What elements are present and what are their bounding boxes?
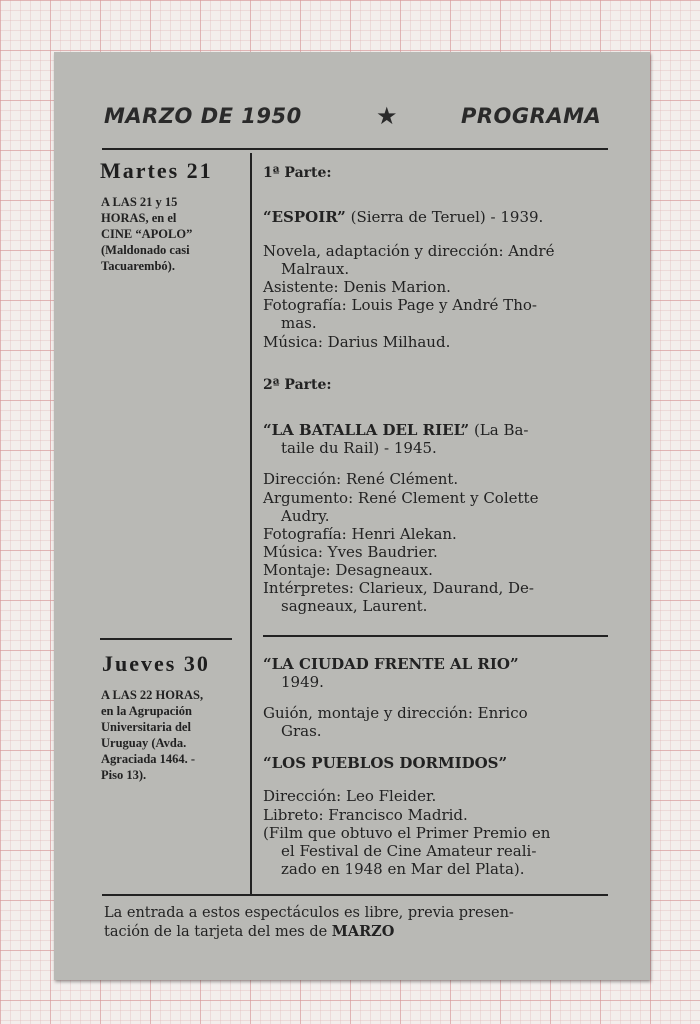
credit-line: Montaje: Desagneaux. bbox=[263, 561, 433, 579]
column-divider bbox=[250, 153, 252, 895]
film-batalla-title-cont: taile du Rail) - 1945. bbox=[281, 439, 437, 457]
header-rule bbox=[102, 148, 608, 150]
film-ciudad-year: 1949. bbox=[281, 673, 324, 691]
session2-info: A LAS 22 HORAS, en la Agrupación Universitaria del Uruguay (Avda. Agraciada 1464. - Piso 13). bbox=[101, 688, 204, 782]
credit-line: Música: Darius Milhaud. bbox=[263, 333, 451, 351]
credit-line: Gras. bbox=[281, 722, 322, 740]
footer-line-2: tación de la tarjeta del mes de MARZO bbox=[104, 923, 395, 940]
credit-line: Fotografía: Henri Alekan. bbox=[263, 525, 457, 543]
credit-line: Asistente: Denis Marion. bbox=[263, 278, 451, 296]
star-icon: ★ bbox=[376, 102, 399, 130]
credit-line: zado en 1948 en Mar del Plata). bbox=[281, 860, 525, 878]
credit-line: Audry. bbox=[281, 507, 330, 525]
credit-line: Música: Yves Baudrier. bbox=[263, 543, 438, 561]
credit-line: Dirección: René Clément. bbox=[263, 470, 459, 488]
header-date: MARZO DE 1950 bbox=[104, 104, 302, 128]
credit-line: sagneaux, Laurent. bbox=[281, 597, 428, 615]
credit-line: Argumento: René Clement y Colette bbox=[263, 489, 539, 507]
film-espoir-title: “ESPOIR” (Sierra de Teruel) - 1939. bbox=[263, 208, 544, 226]
session2-day: Jueves 30 bbox=[102, 651, 210, 676]
session-separator-left bbox=[100, 638, 232, 640]
film-batalla-title: “LA BATALLA DEL RIEL” (La Ba- bbox=[263, 421, 529, 439]
credit-line: Libreto: Francisco Madrid. bbox=[263, 806, 468, 824]
film-pueblos-title: “LOS PUEBLOS DORMIDOS” bbox=[263, 754, 508, 772]
credit-line: Fotografía: Louis Page y André Tho- bbox=[263, 296, 537, 314]
credit-line: el Festival de Cine Amateur reali- bbox=[281, 842, 537, 860]
program-card bbox=[54, 52, 650, 980]
film-ciudad-title: “LA CIUDAD FRENTE AL RIO” bbox=[263, 655, 519, 673]
session1-day: Martes 21 bbox=[100, 158, 213, 183]
credit-line: Novela, adaptación y dirección: André bbox=[263, 242, 555, 260]
credit-line: mas. bbox=[281, 314, 317, 332]
credit-line: Guión, montaje y dirección: Enrico bbox=[263, 704, 528, 722]
credit-line: Dirección: Leo Fleider. bbox=[263, 787, 437, 805]
credit-line: Malraux. bbox=[281, 260, 350, 278]
footer-line-1: La entrada a estos espectáculos es libre, previa presen- bbox=[104, 905, 514, 921]
header-title: PROGRAMA bbox=[461, 104, 602, 128]
session1-info: A LAS 21 y 15 HORAS, en el CINE “APOLO” (Maldonado casi Tacuarembó). bbox=[101, 195, 193, 273]
part1-label: 1ª Parte: bbox=[263, 165, 332, 181]
credit-line: Intérpretes: Clarieux, Daurand, De- bbox=[263, 579, 534, 597]
session-separator-right bbox=[263, 635, 608, 637]
footer-rule bbox=[102, 894, 608, 896]
part2-label: 2ª Parte: bbox=[263, 377, 332, 393]
credit-line: (Film que obtuvo el Primer Premio en bbox=[263, 824, 551, 842]
